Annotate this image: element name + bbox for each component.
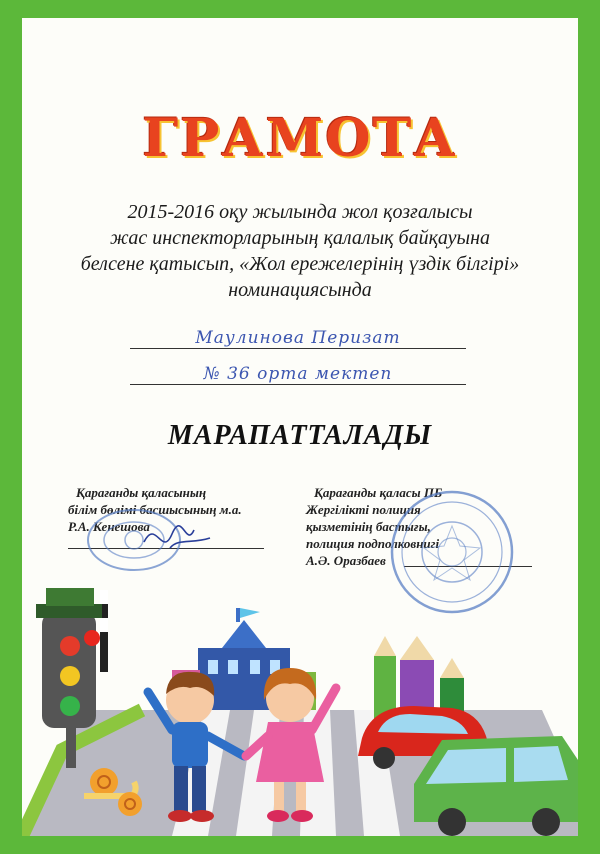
school-name: № 36 орта мектеп [203,364,393,384]
signatory-right-line-5: А.Ә. Оразбаев [306,553,386,568]
recipient-underline [130,348,466,349]
signatory-left-line-1: Қарағанды қаласының [76,485,207,500]
recipient-name: Маулинова Перизат [195,328,401,348]
school-underline [130,384,466,385]
certificate-title: ГРАМОТА [142,108,458,169]
signatory-right-line-2: Жергілікті полиция [306,502,421,517]
signatory-right-line-1: Қарағанды қаласы ПБ [314,485,443,500]
intro-line-1: 2015-2016 оқу жылында жол қозғалысы [127,201,473,223]
road-safety-illustration [22,560,578,836]
intro-line-3: белсене қатысып, «Жол ережелерінің үздік білгірі» [80,253,520,275]
signatory-right-line-4: полиция подполковнигі [306,536,440,551]
signatory-left-line-2: білім бөлімі басшысының м.а. [68,502,242,517]
intro-line-4: номинациясында [228,279,372,301]
award-heading: МАРАПАТТАЛАДЫ [167,420,433,451]
intro-line-2: жас инспекторларының қалалық байқауына [110,227,490,249]
green-van [414,736,578,836]
signatory-right-line-3: қызметінің бастығы, [306,519,431,534]
signatory-left-line-3: Р.А. Кенешова [68,519,150,534]
